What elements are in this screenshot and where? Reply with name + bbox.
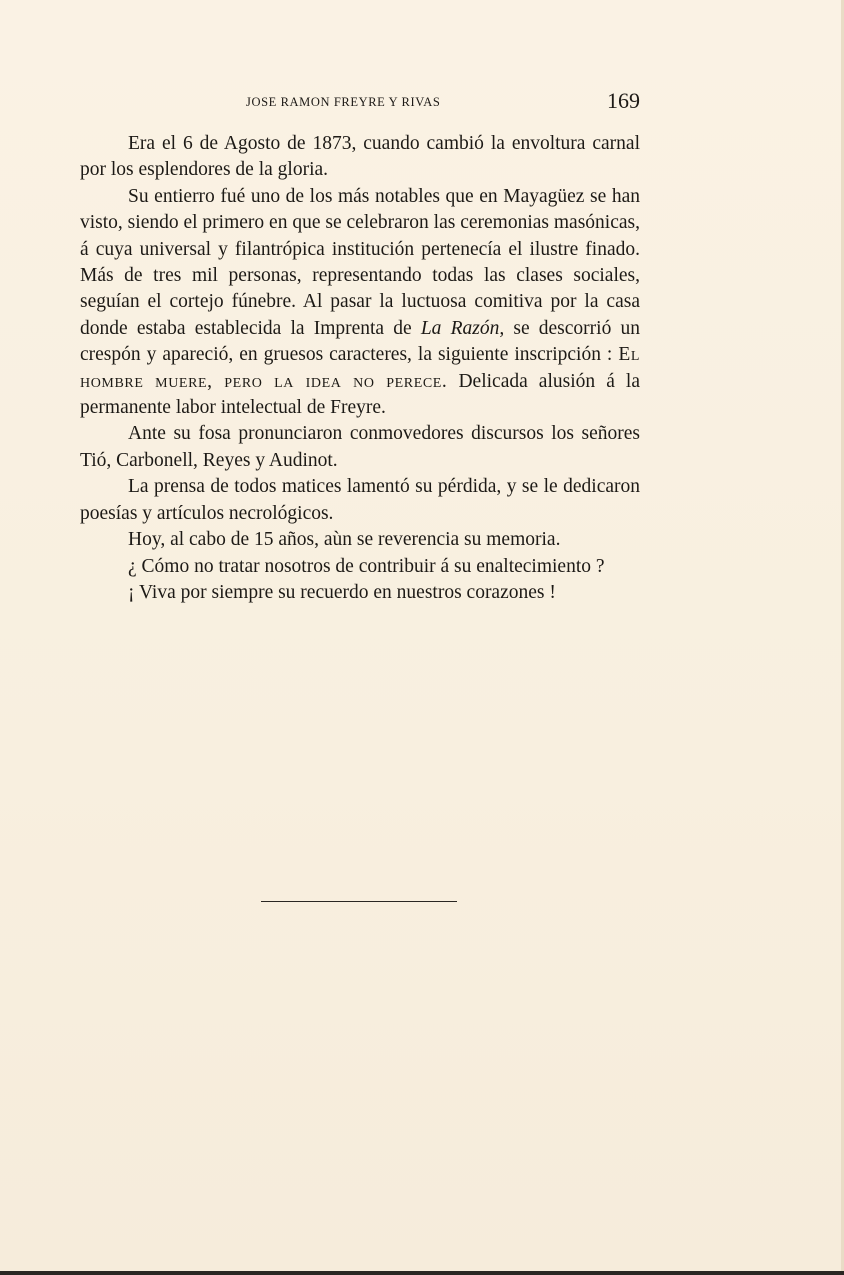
paragraph-exclamation: ¡ Viva por siempre su recuerdo en nuestros corazones ! [128, 581, 556, 603]
running-head: JOSE RAMON FREYRE Y RIVAS [246, 95, 441, 109]
body-text [80, 131, 640, 606]
end-rule [261, 901, 457, 902]
paragraph-funeral [80, 184, 640, 422]
paragraph-memory: Hoy, al cabo de 15 años, aùn se reverencia su memoria. [128, 529, 561, 551]
page-header [80, 88, 640, 122]
paragraph-speeches: Ante su fosa pronunciaron conmovedores discursos los señores Tió, Carbonell, Reyes y Audinot. [80, 423, 640, 471]
paragraph-press: La prensa de todos matices lamentó su pérdida, y se le dedicaron poesías y artículos necrológicos. [80, 476, 640, 524]
inscription: El hombre muere, pero la idea no perece. [80, 344, 640, 392]
funeral-text-part-3: Delicada alusión á la permanente labor intelectual de Freyre. [80, 370, 640, 419]
newspaper-title: La Razón, [420, 317, 505, 339]
funeral-text-part-2: se descorrió un crespón y apareció, en gruesos caracteres, la siguiente inscripción : [80, 317, 640, 366]
page-edge-bottom [0, 1271, 844, 1275]
page-number: 169 [607, 88, 640, 113]
funeral-text-part-1: Su entierro fué uno de los más notables que en Mayagüez se han visto, siendo el primero en que se celebraron las ceremonias masónicas, á cuya universal y filantrópica institución pertenecía el ilustre finado. Más de tres mil personas, representando todas las clases sociales, seguían el cortejo fúnebre. Al pasar la luctuosa comitiva por la casa donde estaba establecida la Imprenta de [80, 185, 640, 339]
paragraph-date: Era el 6 de Agosto de 1873, cuando cambió la envoltura carnal por los esplendores de la gloria. [80, 133, 640, 181]
paragraph-question: ¿ Cómo no tratar nosotros de contribuir á su enaltecimiento ? [128, 555, 605, 577]
